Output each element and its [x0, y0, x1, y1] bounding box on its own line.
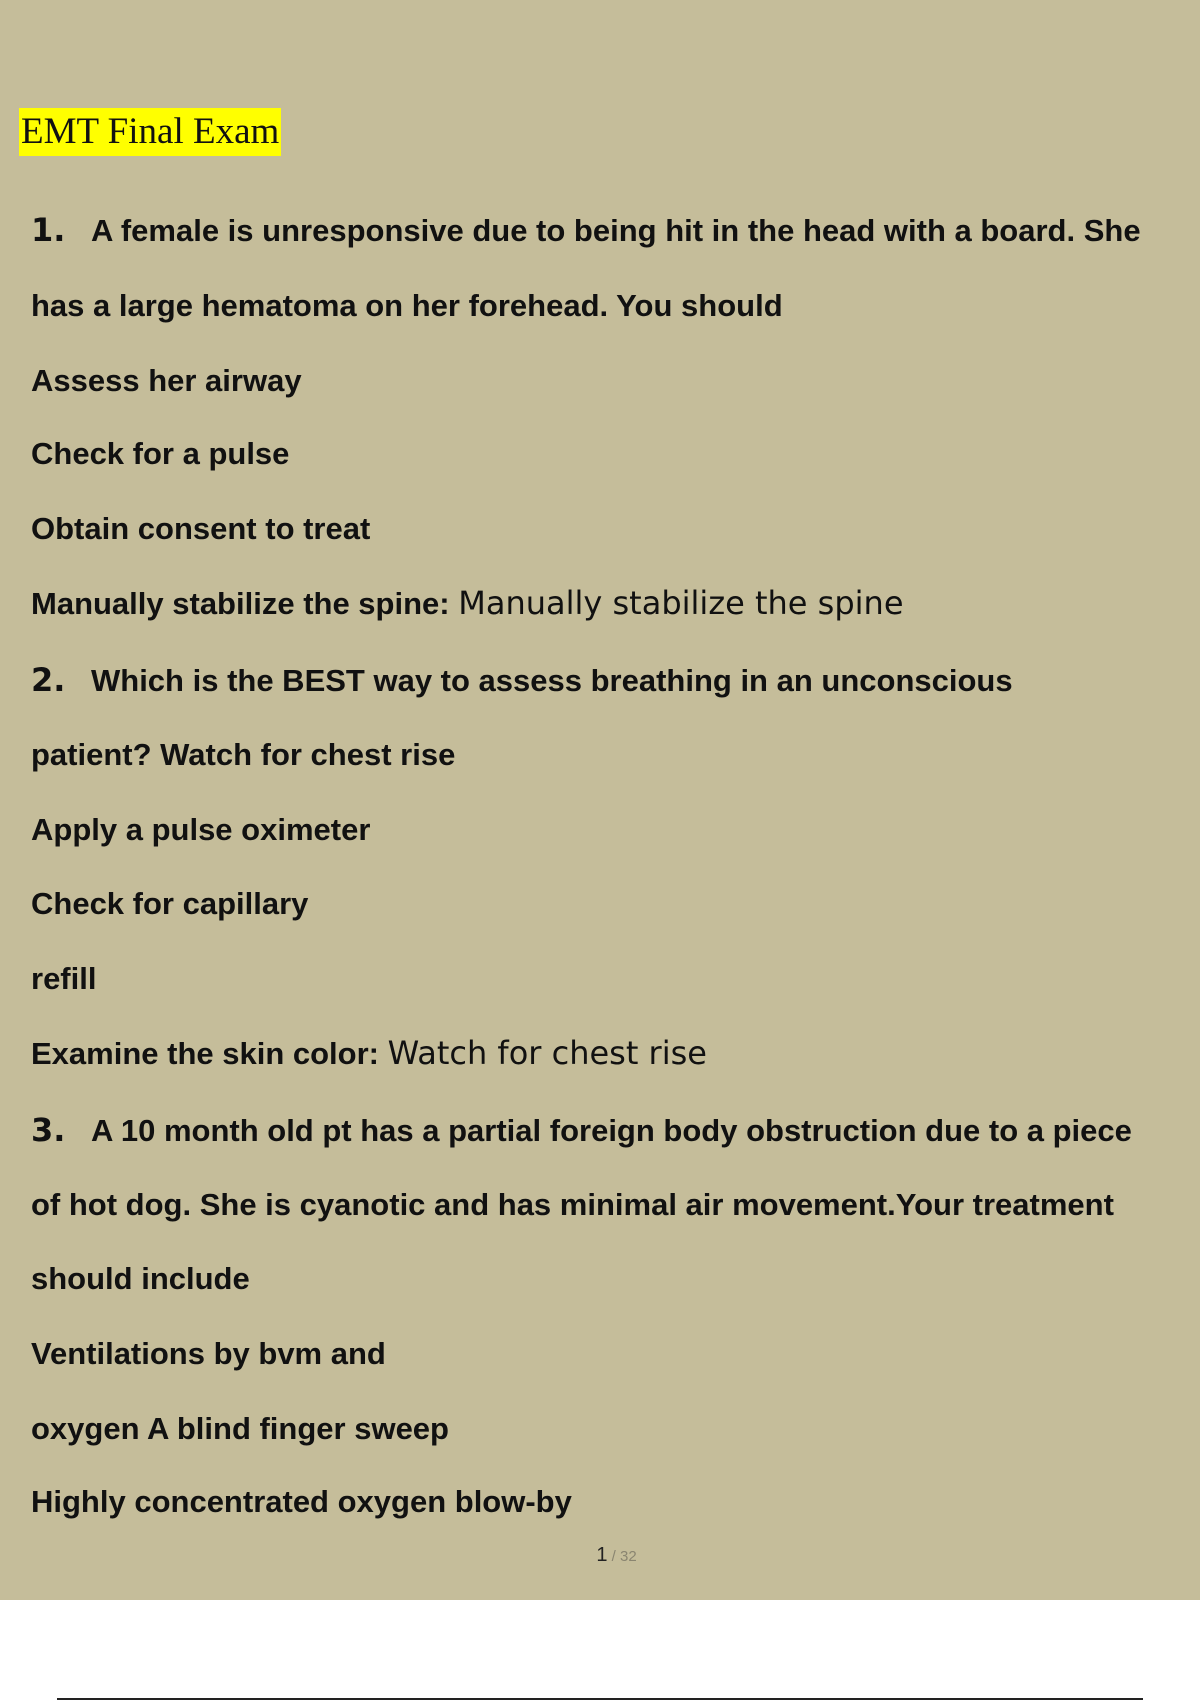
page-current: 1	[596, 1544, 608, 1566]
question-3-option: Ventilations by bvm and	[31, 1336, 386, 1371]
question-2-number: 2.	[31, 661, 66, 699]
question-1-option: Check for a pulse	[31, 436, 290, 471]
question-3-option: oxygen A blind finger sweep	[31, 1411, 449, 1446]
question-2-stem-line-2: patient? Watch for chest rise	[31, 737, 456, 772]
question-1-option: Obtain consent to treat	[31, 511, 371, 546]
question-1-option: Assess her airway	[31, 363, 302, 398]
question-1-number: 1.	[31, 211, 66, 249]
document-title: EMT Final Exam	[19, 108, 281, 156]
question-1-last-option: Manually stabilize the spine: Manually stabilize the spine	[31, 584, 904, 622]
question-3-option: Highly concentrated oxygen blow-by	[31, 1484, 572, 1519]
question-1-stem-line-1: 1. A female is unresponsive due to being hit in the head with a board. She	[31, 211, 1141, 249]
page-total: / 32	[607, 1548, 637, 1565]
question-2-answer: Watch for chest rise	[387, 1034, 707, 1072]
question-2-last-option: Examine the skin color: Watch for chest rise	[31, 1034, 707, 1072]
question-3-stem-line-3: should include	[31, 1261, 250, 1296]
question-1-stem-line-2: has a large hematoma on her forehead. You should	[31, 288, 783, 323]
page-indicator	[0, 1543, 1200, 1569]
question-3-number: 3.	[31, 1111, 66, 1149]
question-1-answer: Manually stabilize the spine	[458, 584, 904, 622]
question-2-option: Check for capillary	[31, 886, 309, 921]
question-2-option: refill	[31, 961, 97, 996]
question-3-stem-line-1: 3. A 10 month old pt has a partial foreign body obstruction due to a piece	[31, 1111, 1132, 1149]
question-2-option: Apply a pulse oximeter	[31, 812, 371, 847]
question-3-stem-line-2: of hot dog. She is cyanotic and has minimal air movement.Your treatment	[31, 1187, 1114, 1222]
question-2-stem-line-1: 2. Which is the BEST way to assess breathing in an unconscious	[31, 661, 1013, 699]
